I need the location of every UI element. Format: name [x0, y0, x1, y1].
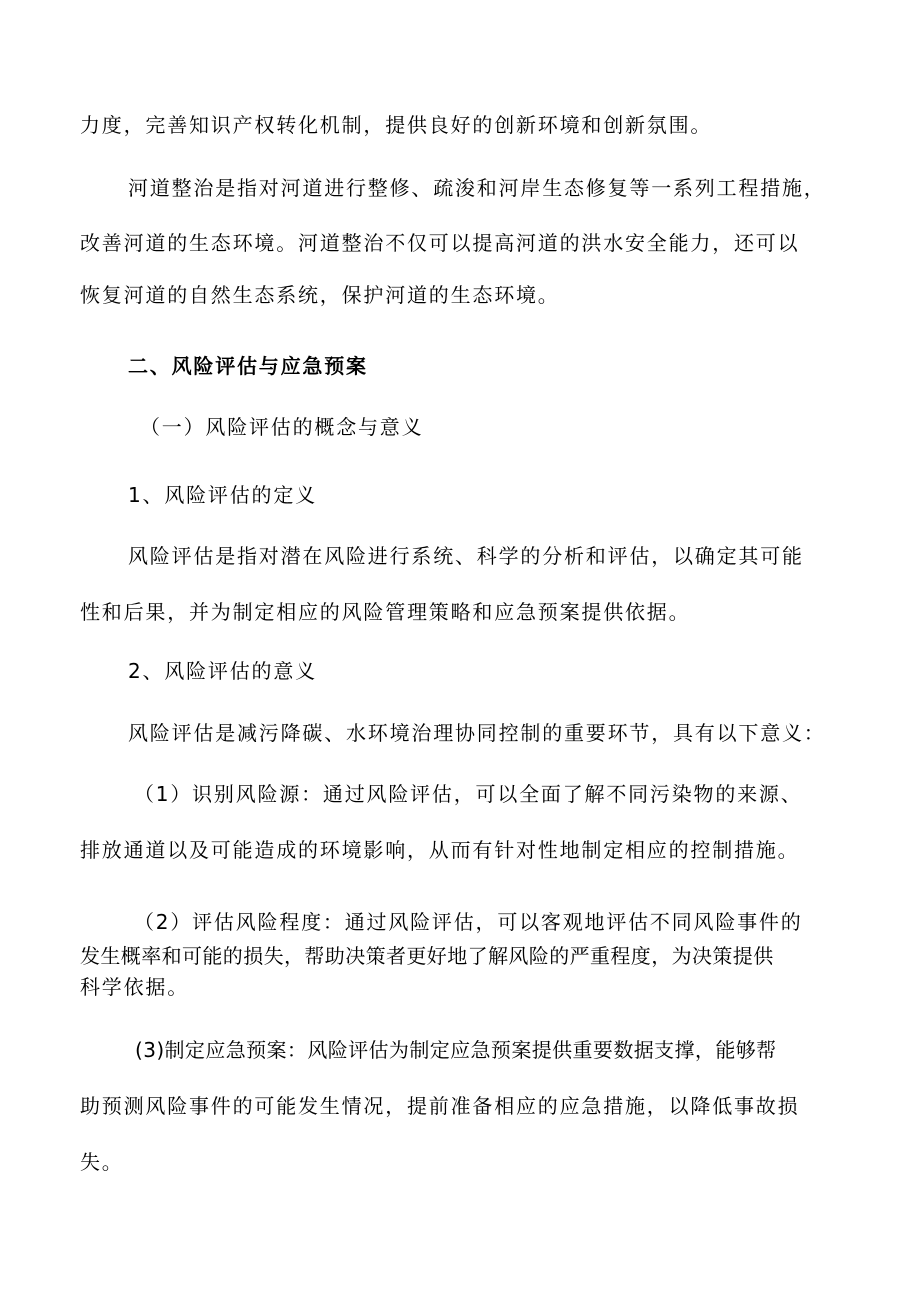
paragraph-line: 风险评估是指对潜在风险进行系统、科学的分析和评估，以确定其可能 — [128, 544, 804, 568]
paragraph-line: 河道整治是指对河道进行整修、疏浚和河岸生态修复等一系列工程措施， — [128, 176, 826, 200]
list-item-line: 助预测风险事件的可能发生情况，提前准备相应的应急措施，以降低事故损 — [80, 1094, 800, 1118]
list-item-line: （1）识别风险源：通过风险评估，可以全面了解不同污染物的来源、 — [134, 782, 803, 806]
paragraph-line: 性和后果，并为制定相应的风险管理策略和应急预案提供依据。 — [80, 600, 691, 624]
list-item-line: （2）评估风险程度：通过风险评估，可以客观地评估不同风险事件的 — [134, 910, 803, 934]
paragraph-line: 力度，完善知识产权转化机制，提供良好的创新环境和创新氛围。 — [80, 113, 713, 137]
paragraph-line: 风险评估是减污降碳、水环境治理协同控制的重要环节，具有以下意义： — [128, 721, 826, 745]
paragraph-line: 改善河道的生态环境。河道整治不仅可以提高河道的洪水安全能力，还可以 — [80, 231, 800, 255]
list-item-line: 发生概率和可能的损失，帮助决策者更好地了解风险的严重程度，为决策提供 — [80, 944, 774, 968]
subsection-heading: （一）风险评估的概念与意义 — [140, 415, 424, 439]
item-heading: 1、风险评估的定义 — [128, 483, 317, 507]
section-heading: 二、风险评估与应急预案 — [128, 354, 368, 378]
list-item-line: (3)制定应急预案：风险评估为制定应急预案提供重要数据支撑，能够帮 — [135, 1038, 777, 1062]
list-item-line: 科学依据。 — [80, 975, 189, 999]
list-item-line: 失。 — [80, 1150, 124, 1174]
item-heading: 2、风险评估的意义 — [128, 659, 317, 683]
paragraph-line: 恢复河道的自然生态系统，保护河道的生态环境。 — [80, 283, 560, 307]
list-item-line: 排放通道以及可能造成的环境影响，从而有针对性地制定相应的控制措施。 — [80, 838, 800, 862]
